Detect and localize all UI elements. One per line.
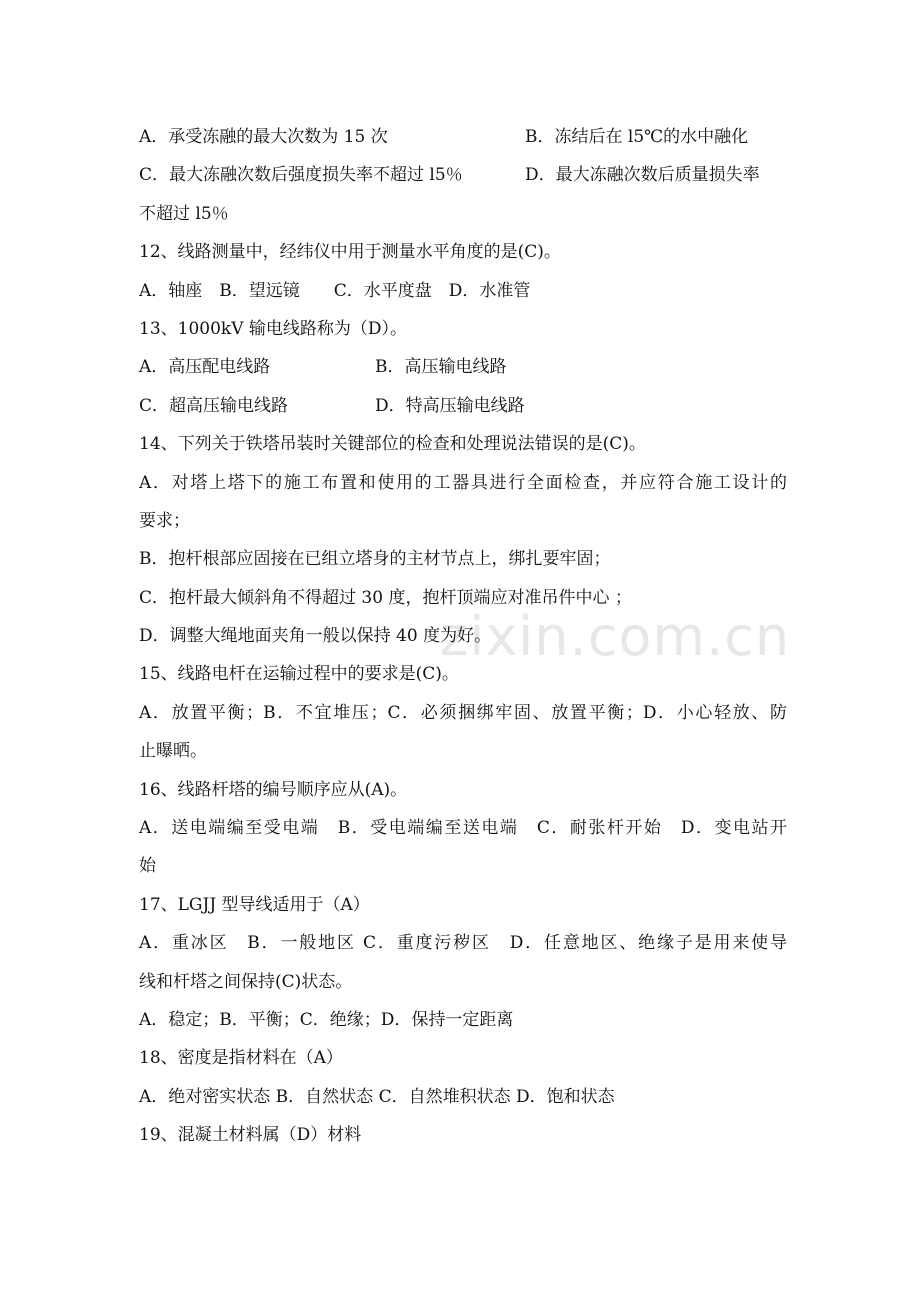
q15-question: 15、线路电杆在运输过程中的要求是(C)。 xyxy=(139,664,459,685)
q11-option-a: A．承受冻融的最大次数为 15 次 xyxy=(139,127,388,147)
q13-question: 13、1000kV 输电线路称为（D）。 xyxy=(139,318,408,339)
q17-options: A．重冰区 B．一般地区 C．重度污秽区 D．任意地区、绝缘子是用来使导 xyxy=(139,933,787,954)
q16-options-continued: 始 xyxy=(139,856,156,877)
q15-options-continued: 止曝晒。 xyxy=(139,741,207,762)
q17-options-continued: 线和杆塔之间保持(C)状态。 xyxy=(139,971,353,992)
q13-option-a: A．高压配电线路 xyxy=(139,357,271,378)
watermark: zixin.com.cn xyxy=(440,605,791,668)
q14-option-a-continued: 要求； xyxy=(139,510,190,531)
q15-options: A．放置平衡；B．不宜堆压；C．必须捆绑牢固、放置平衡；D．小心轻放、防 xyxy=(139,702,787,723)
q14-option-b: B．抱杆根部应固接在已组立塔身的主材节点上，绑扎要牢固； xyxy=(139,549,611,570)
q13-option-c: C．超高压输电线路 xyxy=(139,395,289,416)
q13-options-cd xyxy=(139,387,787,425)
q13-options-ab xyxy=(139,348,787,386)
q11-option-d-continued: 不超过 l5％ xyxy=(139,203,229,224)
q11-options-ab xyxy=(139,118,787,156)
q11-option-d: D．最大冻融次数后质量损失率 xyxy=(525,165,760,186)
q17-question: 17、LGJJ 型导线适用于（A） xyxy=(139,894,370,915)
q12-question: 12、线路测量中，经纬仪中用于测量水平角度的是(C)。 xyxy=(139,242,561,263)
q19-question: 19、混凝土材料属（D）材料 xyxy=(139,1125,362,1146)
q14-option-d: D．调整大绳地面夹角一般以保持 40 度为好。 xyxy=(139,626,492,647)
q16-options: A．送电端编至受电端 B．受电端编至送电端 C．耐张杆开始 D．变电站开 xyxy=(139,818,787,839)
q14-question: 14、下列关于铁塔吊装时关键部位的检查和处理说法错误的是(C)。 xyxy=(139,434,646,455)
q14-option-c: C．抱杆最大倾斜角不得超过 30 度，抱杆顶端应对准吊件中心 ； xyxy=(139,587,632,608)
q17-sub-options: A．稳定；B．平衡；C．绝缘；D．保持一定距离 xyxy=(139,1009,514,1030)
q16-question: 16、线路杆塔的编号顺序应从(A)。 xyxy=(139,779,408,800)
question-list xyxy=(139,118,787,1155)
q13-option-b: B．高压输电线路 xyxy=(375,357,507,378)
q18-question: 18、密度是指材料在（A） xyxy=(139,1048,343,1069)
q11-option-b: B．冻结后在 l5℃的水中融化 xyxy=(525,127,749,147)
q13-option-d: D．特高压输电线路 xyxy=(375,395,525,416)
q14-option-a: A．对塔上塔下的施工布置和使用的工器具进行全面检查，并应符合施工设计的 xyxy=(139,472,787,493)
q18-options: A．绝对密实状态 B．自然状态 C．自然堆积状态 D．饱和状态 xyxy=(139,1086,615,1107)
q12-options: A．轴座 B．望远镜 C．水平度盘 D．水准管 xyxy=(139,280,531,301)
q11-options-cd xyxy=(139,156,787,194)
q11-option-c: C．最大冻融次数后强度损失率不超过 l5％ xyxy=(139,165,463,186)
